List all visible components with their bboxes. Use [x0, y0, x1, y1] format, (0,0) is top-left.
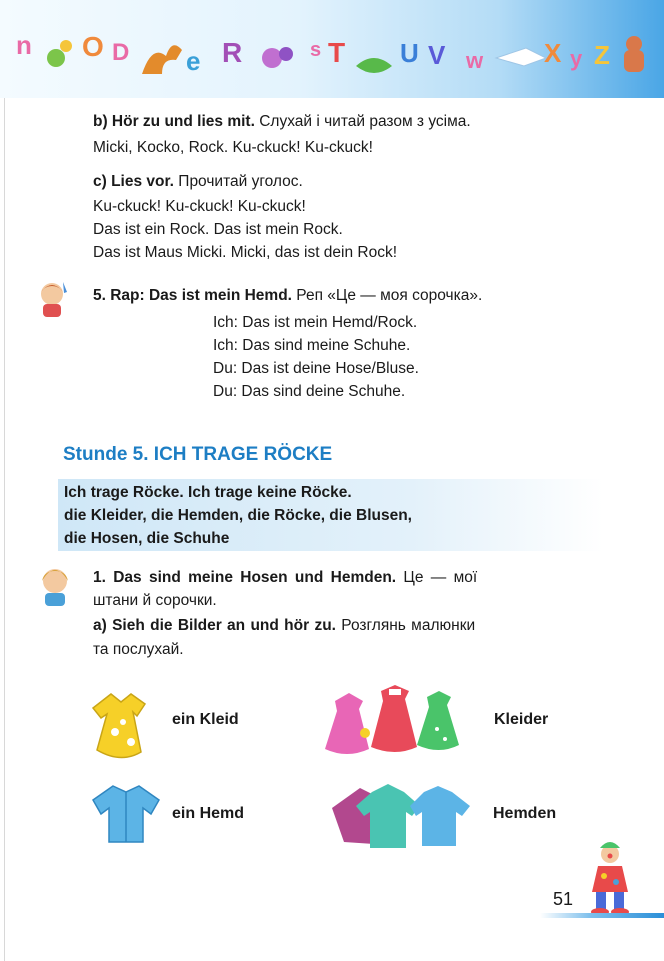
page-header [0, 0, 664, 98]
dresses-group-icon [325, 683, 475, 765]
section-b-text: Micki, Kocko, Rock. Ku-ckuck! Ku-ckuck! [93, 139, 373, 156]
section-b-instruction: Слухай і читай разом з усіма. [259, 113, 471, 130]
page-number: 51 [553, 889, 574, 909]
svg-text:e: e [186, 46, 201, 76]
exercise1a-line [93, 616, 475, 636]
label-ein-kleid: ein Kleid [172, 711, 239, 728]
svg-text:y: y [570, 46, 583, 71]
svg-text:V: V [428, 40, 446, 70]
svg-text:Z: Z [594, 40, 610, 70]
section-c-text-line: Ku-ckuck! Ku-ckuck! Ku-ckuck! [93, 198, 306, 215]
section-c-text-line: Das ist ein Rock. Das ist mein Rock. [93, 221, 343, 238]
exercise1-title: 1. Das sind meine Hosen und Hemden. [93, 569, 397, 586]
exercise1a-title: a) Sieh die Bilder an und hör zu. [93, 617, 336, 634]
rap-line: Ich: Das ist mein Hemd/Rock. [213, 314, 418, 331]
section-b-title: b) Hör zu und lies mit. [93, 113, 255, 130]
page-footer-bar [540, 913, 664, 918]
svg-text:n: n [16, 30, 32, 60]
grammar-line: die Kleider, die Hemden, die Röcke, die Blusen, [64, 507, 412, 524]
svg-text:X: X [544, 38, 562, 68]
boy-singing-icon [37, 278, 71, 318]
grammar-line: Ich trage Röcke. Ich trage keine Röcke. [64, 484, 352, 501]
exercise5-line [93, 286, 482, 306]
exercise1-instruction: Це — мої [403, 569, 478, 586]
section-c-text-line: Das ist Maus Micki. Micki, das ist dein Rock! [93, 244, 398, 261]
svg-text:U: U [400, 38, 419, 68]
section-c-instruction: Прочитай уголос. [178, 173, 303, 190]
exercise1a-instruction-cont: та послухай. [93, 641, 184, 658]
girl-listening-icon [37, 563, 73, 607]
rap-line: Ich: Das sind meine Schuhe. [213, 337, 411, 354]
exercise1a-instruction: Розглянь малюнки [341, 617, 476, 634]
section-b-line [93, 112, 471, 132]
section-c-title: c) Lies vor. [93, 173, 174, 190]
label-hemden: Hemden [493, 805, 557, 822]
exercise1-line [93, 568, 477, 588]
section-c-line [93, 172, 303, 192]
svg-text:s: s [310, 39, 322, 61]
label-kleider: Kleider [494, 711, 549, 728]
clown-icon [580, 840, 640, 916]
exercise5-instruction: Реп «Це — моя сорочка». [296, 287, 483, 304]
shirts-group-icon [326, 778, 478, 850]
rap-line: Du: Das sind deine Schuhe. [213, 383, 406, 400]
exercise5-title: 5. Rap: Das ist mein Hemd. [93, 287, 292, 304]
exercise1-instruction-cont: штани й сорочки. [93, 592, 217, 609]
blue-shirt-icon [89, 782, 163, 846]
grammar-box [58, 479, 603, 551]
grammar-line: die Hosen, die Schuhe [64, 530, 230, 547]
svg-text:T: T [328, 37, 346, 68]
svg-text:w: w [466, 48, 484, 73]
svg-text:O: O [82, 31, 104, 62]
svg-text:D: D [112, 39, 130, 66]
label-ein-hemd: ein Hemd [172, 805, 245, 822]
lesson-heading: Stunde 5. ICH TRAGE RÖCKE [63, 444, 333, 465]
alphabet-banner-icon [14, 14, 654, 92]
yellow-dress-icon [83, 688, 169, 768]
page-border [4, 98, 5, 961]
rap-line: Du: Das ist deine Hose/Bluse. [213, 360, 419, 377]
svg-text:R: R [222, 37, 243, 68]
